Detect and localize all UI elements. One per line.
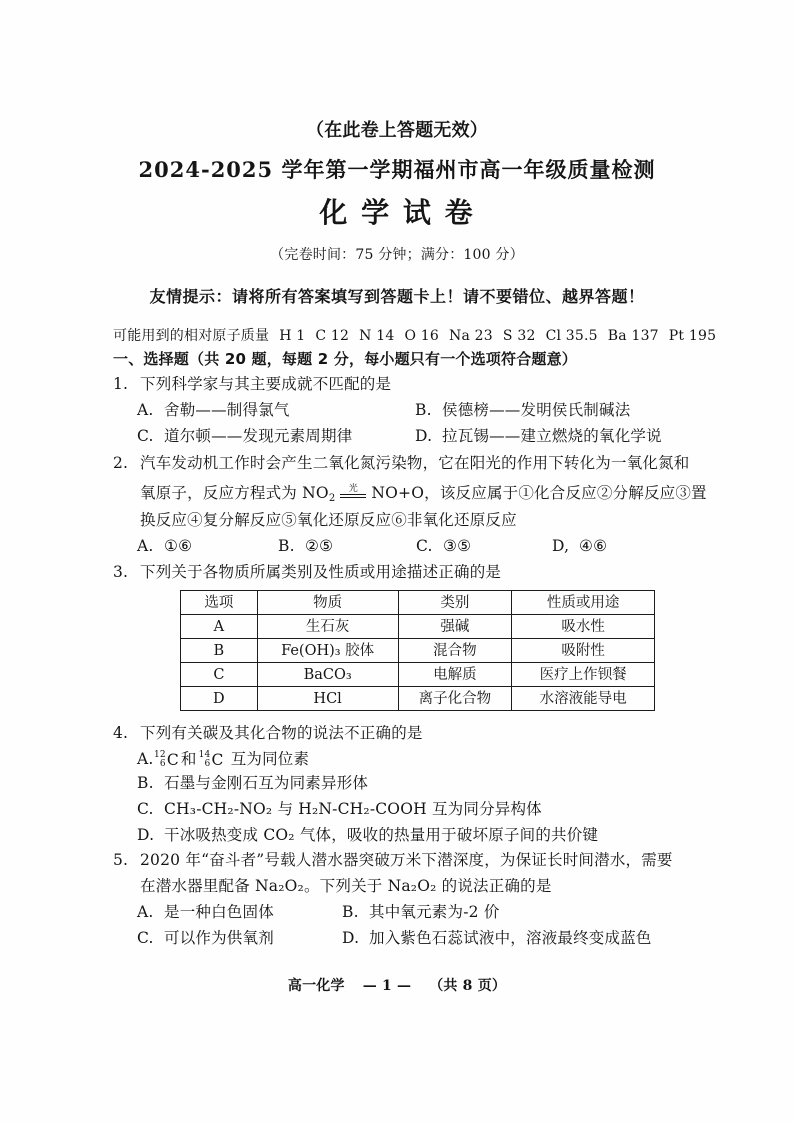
question-number: 2. [113,454,129,472]
option-text: 舍勒——制得氯气 [164,401,290,419]
condition-light: 光 [348,484,358,494]
footer-total-pages: （共 8 页） [429,978,507,994]
friendly-tip: 友情提示：请将所有答案填写到答题卡上！请不要错位、越界答题！ [149,287,645,306]
atomic-mass-h: H 1 [279,328,306,344]
atomic-mass-n: N 14 [359,328,395,344]
atomic-mass-pt: Pt 195 [668,328,717,344]
q2-option-b [278,536,333,556]
atomic-masses [113,326,716,346]
carbon-14-nuclide [199,749,224,771]
q5-option-d [342,928,652,948]
option-text: CH₃-CH₂-NO₂ 与 H₂N-CH₂-COOH 互为同分异构体 [164,800,542,818]
option-letter: D. [342,929,360,947]
question-1-stem [113,374,391,394]
q2-option-c [416,536,471,556]
question-number: 5. [113,851,129,869]
mass-number: 12 [154,750,166,760]
invalid-notice: （在此卷上答题无效） [306,120,488,141]
option-text: ①⑥ [164,537,193,555]
option-letter: D, [552,537,570,555]
option-text: 互为同位素 [230,750,310,768]
table-cell: 医疗上作钡餐 [512,663,655,687]
option-letter: A. [137,537,154,555]
element-symbol: C [166,751,179,769]
q5-option-c [137,928,274,948]
table-cell: B [181,639,258,663]
subject-title: 化 学 试 卷 [319,196,475,229]
table-header: 选项 [181,591,258,615]
option-text: 其中氧元素为-2 价 [369,903,500,921]
nuclide-numbers [199,751,211,769]
option-letter: C. [137,800,154,818]
option-letter: D. [415,427,433,445]
table-cell: D [181,687,258,711]
question-2-stem-line-2 [140,483,707,509]
nuclide-numbers [154,751,166,769]
page-footer [0,976,794,996]
q1-option-b [415,400,630,420]
option-text: ②⑤ [305,537,334,555]
question-text: 下列有关碳及其化合物的说法不正确的是 [140,724,423,742]
question-3-stem [113,562,501,582]
question-text: 汽车发动机工作时会产生二氧化氮污染物，它在阳光的作用下转化为一氧化氮和 [140,454,690,472]
table-header-row [181,591,655,615]
table-cell: 离子化合物 [398,687,512,711]
table-cell: 强碱 [398,615,512,639]
option-text: 可以作为供氧剂 [164,929,274,947]
option-text: 拉瓦锡——建立燃烧的氧化学说 [442,427,662,445]
table-cell: 生石灰 [257,615,398,639]
question-2-stem-line-1 [113,453,690,473]
option-letter: A. [137,903,154,921]
footer-page-number: — 1 — [362,978,412,994]
reaction-condition [340,484,366,498]
option-text: 加入紫色石蕊试液中，溶液最终变成蓝色 [369,929,652,947]
table-cell: C [181,663,258,687]
q4-option-a [137,748,309,771]
question-text: 2020 年“奋斗者”号载人潜水器突破万米下潜深度，为保证长时间潜水，需要 [140,851,673,869]
option-letter: C. [416,537,433,555]
question-text: 下列科学家与其主要成就不匹配的是 [140,375,392,393]
table-header: 类别 [398,591,512,615]
option-text: ③⑤ [443,537,472,555]
question-4-stem [113,723,423,743]
atomic-number: 6 [204,759,211,769]
q4-option-b [137,773,368,793]
option-text: 是一种白色固体 [164,903,274,921]
question-text: 下列关于各物质所属类别及性质或用途描述正确的是 [140,563,502,581]
question-text: 氧原子，反应方程式为 NO [140,484,329,502]
table-cell: BaCO₃ [257,663,398,687]
q1-option-a [137,400,290,420]
footer-subject: 高一化学 [287,978,345,994]
table-cell: HCl [257,687,398,711]
option-letter: B. [342,903,359,921]
equals-sign [340,494,366,498]
q4-option-d [137,825,598,845]
atomic-mass-o: O 16 [404,328,440,344]
substance-table [180,590,655,711]
section-title: 一、选择题（共 20 题，每题 2 分，每小题只有一个选项符合题意） [113,350,578,368]
option-text: 干冰吸热变成 CO₂ 气体，吸收的热量用于破坏原子间的共价键 [164,826,599,844]
q2-option-a [137,536,192,556]
option-letter: A. [137,401,154,419]
option-joiner: 和 [180,750,197,768]
q1-option-d [415,426,662,446]
question-2-stem-line-3: 换反应④复分解反应⑤氧化还原反应⑥非氧化还原反应 [140,511,517,529]
q5-option-b [342,902,500,922]
atomic-masses-label: 可能用到的相对原子质量 [113,328,270,344]
subscript: 2 [328,493,336,504]
table-cell: Fe(OH)₃ 胶体 [257,639,398,663]
option-letter: B. [278,537,295,555]
table-cell: 混合物 [398,639,512,663]
table-row [181,639,655,663]
question-number: 1. [113,375,129,393]
atomic-mass-c: C 12 [315,328,350,344]
question-5-stem-line-1 [113,850,673,870]
option-letter: C. [137,929,154,947]
q5-option-a [137,902,274,922]
atomic-mass-na: Na 23 [449,328,493,344]
carbon-12-nuclide [154,749,179,771]
option-text: 侯德榜——发明侯氏制碱法 [442,401,631,419]
q1-option-c [137,426,352,446]
q2-option-d [552,536,607,556]
q4-option-c [137,799,542,819]
option-letter: A. [137,750,154,768]
question-number: 3. [113,563,129,581]
table-header: 性质或用途 [512,591,655,615]
table-cell: 吸水性 [512,615,655,639]
time-info: （完卷时间：75 分钟；满分：100 分） [270,247,524,263]
exam-title: 2024-2025 学年第一学期福州市高一年级质量检测 [138,157,656,182]
table-row [181,663,655,687]
element-symbol: C [211,751,224,769]
option-text: 道尔顿——发现元素周期律 [164,427,353,445]
option-text: 石墨与金刚石互为同素异形体 [164,774,369,792]
option-text: ④⑥ [579,537,608,555]
atomic-mass-cl: Cl 35.5 [545,328,598,344]
table-row [181,687,655,711]
mass-number: 14 [198,750,211,760]
table-row [181,615,655,639]
table-cell: 吸附性 [512,639,655,663]
atomic-number: 6 [159,759,166,769]
option-letter: B. [137,774,154,792]
table-cell: 电解质 [398,663,512,687]
atomic-mass-s: S 32 [502,328,536,344]
option-letter: D. [137,826,155,844]
question-text: NO+O，该反应属于①化合反应②分解反应③置 [371,484,707,502]
question-number: 4. [113,724,129,742]
table-cell: A [181,615,258,639]
atomic-mass-ba: Ba 137 [607,328,659,344]
option-letter: C. [137,427,154,445]
option-letter: B. [415,401,432,419]
table-header: 物质 [257,591,398,615]
question-5-stem-line-2: 在潜水器里配备 Na₂O₂。下列关于 Na₂O₂ 的说法正确的是 [140,877,552,895]
table-cell: 水溶液能导电 [512,687,655,711]
